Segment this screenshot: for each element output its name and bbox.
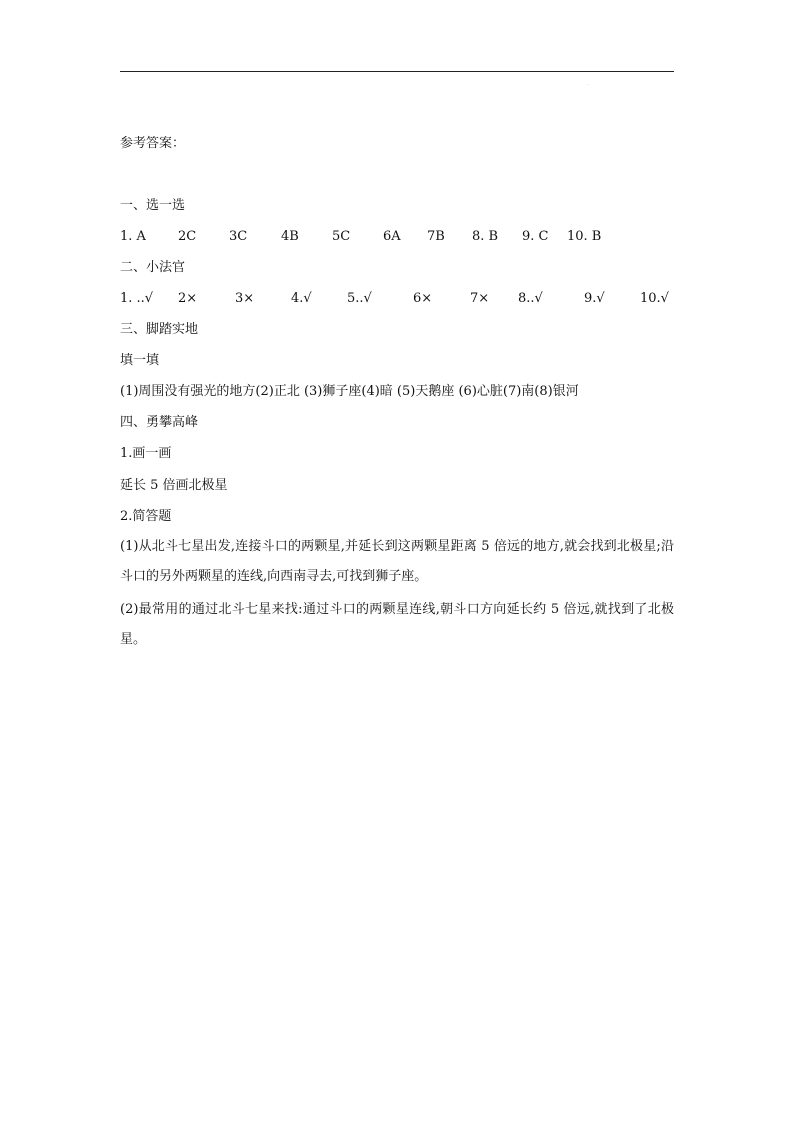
s2-answer-6: 6× xyxy=(413,291,433,306)
s1-answer-3: 3C xyxy=(229,229,248,244)
s1-answer-10: 10. B xyxy=(567,229,602,244)
section4-heading: 四、勇攀高峰 xyxy=(120,415,199,430)
s2-answer-4: 4.√ xyxy=(291,291,312,306)
section4-q2-heading: 2.简答题 xyxy=(120,509,172,524)
s1-answer-9: 9. C xyxy=(522,229,549,244)
s1-answer-2: 2C xyxy=(178,229,197,244)
s2-answer-1: 1. ..√ xyxy=(120,291,154,306)
section3-subheading: 填一填 xyxy=(120,353,160,368)
s2-answer-2: 2× xyxy=(178,291,198,306)
s1-answer-4: 4B xyxy=(281,229,299,244)
s1-answer-5: 5C xyxy=(332,229,351,244)
s2-answer-10: 10.√ xyxy=(640,291,669,306)
s1-answer-7: 7B xyxy=(427,229,445,244)
section1-heading: 一、选一选 xyxy=(120,198,186,213)
section4-q1-heading: 1.画一画 xyxy=(120,446,172,461)
s1-answer-8: 8. B xyxy=(472,229,499,244)
s1-answer-1: 1. A xyxy=(120,229,146,244)
s2-answer-5: 5..√ xyxy=(347,291,372,306)
s2-answer-9: 9.√ xyxy=(584,291,605,306)
header-rule xyxy=(120,71,674,72)
answer-key-title: 参考答案： xyxy=(120,136,186,151)
section4-q2-answer-1: (1)从北斗七星出发,连接斗口的两颗星,并延长到这两颗星距离 5 倍远的地方,就会找到北极星;沿斗口的另外两颗星的连线,向西南寻去,可找到狮子座。 xyxy=(120,539,674,584)
section3-answer: (1)周围没有强光的地方(2)正北 (3)狮子座(4)暗 (5)天鹅座 (6)心脏(7)南(8)银河 xyxy=(120,384,579,399)
s1-answer-6: 6A xyxy=(383,229,401,244)
section4-q2-answer-2: (2)最常用的通过北斗七星来找:通过斗口的两颗星连线,朝斗口方向延长约 5 倍远,就找到了北极星。 xyxy=(120,602,674,647)
s2-answer-7: 7× xyxy=(470,291,490,306)
s2-answer-3: 3× xyxy=(235,291,255,306)
header-mark: . xyxy=(587,81,589,87)
section2-heading: 二、小法官 xyxy=(120,260,186,275)
s2-answer-8: 8..√ xyxy=(518,291,543,306)
section3-heading: 三、脚踏实地 xyxy=(120,322,199,337)
section4-q1-answer: 延长 5 倍画北极星 xyxy=(120,478,228,493)
